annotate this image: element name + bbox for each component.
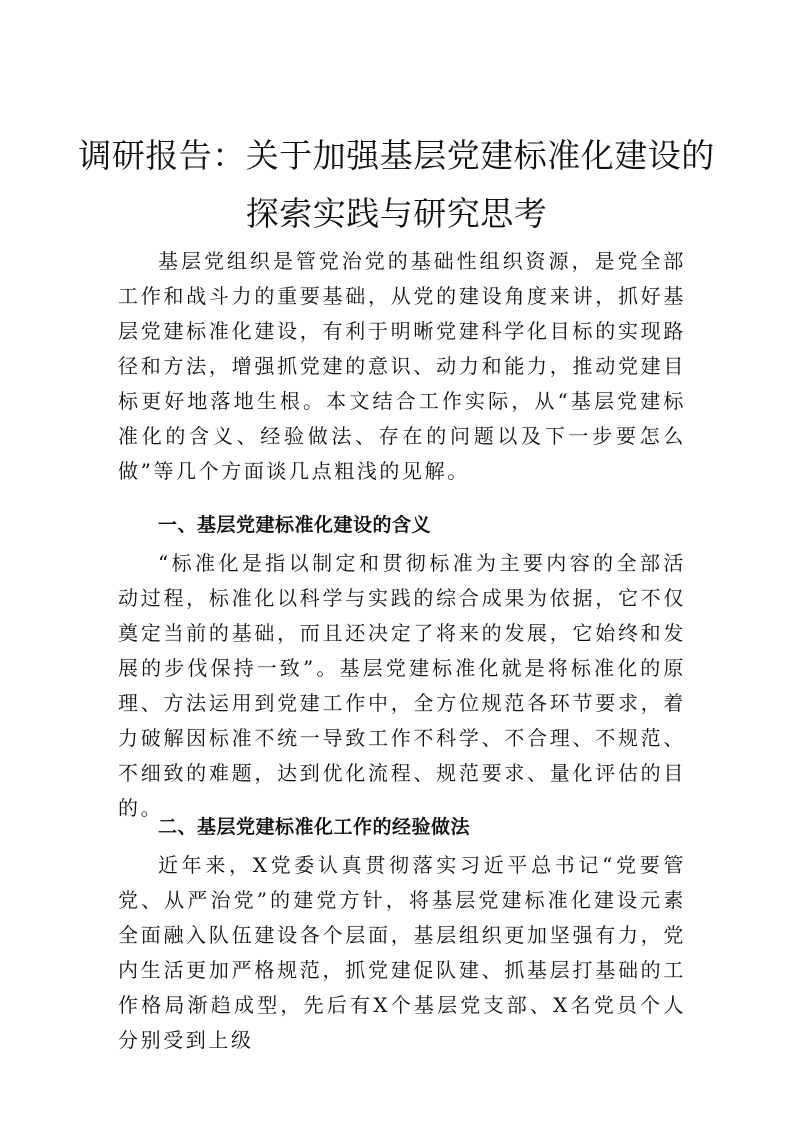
section-1-paragraph: “标准化是指以制定和贯彻标准为主要内容的全部活动过程，标准化以科学与实践的综合成果为依据，它不仅奠定当前的基础，而且还决定了将来的发展，它始终和发展的步伐保持一致”。基层党建标准化就是将标准化的原理、方法运用到党建工作中，全方位规范各环节要求，着力破解因标准不统一导致工作不科学、不合理、不规范、不细致的难题，达到优化流程、规范要求、量化评估的目的。 (118, 551, 686, 820)
document-title-line-2: 探索实践与研究思考 (245, 194, 548, 233)
section-2-paragraph: 近年来，X党委认真贯彻落实习近平总书记“党要管党、从严治党”的建党方针，将基层党建标准化建设元素全面融入队伍建设各个层面，基层组织更加坚强有力，党内生活更加严格规范，抓党建促队建、抓基层打基础的工作格局渐趋成型，先后有X个基层党支部、X名党员个人分别受到上级 (118, 853, 686, 1052)
document-title-line-1: 调研报告：关于加强基层党建标准化建设的 (78, 136, 715, 175)
intro-paragraph: 基层党组织是管党治党的基础性组织资源，是党全部工作和战斗力的重要基础，从党的建设角度来讲，抓好基层党建标准化建设，有利于明晰党建科学化目标的实现路径和方法，增强抓党建的意识、动力和能力，推动党建目标更好地落地生根。本文结合工作实际，从“基层党建标准化的含义、经验做法、存在的问题以及下一步要怎么做”等几个方面谈几点粗浅的见解。 (118, 249, 686, 483)
section-1-heading: 一、基层党建标准化建设的含义 (158, 514, 432, 536)
section-2-heading: 二、基层党建标准化工作的经验做法 (158, 816, 471, 838)
